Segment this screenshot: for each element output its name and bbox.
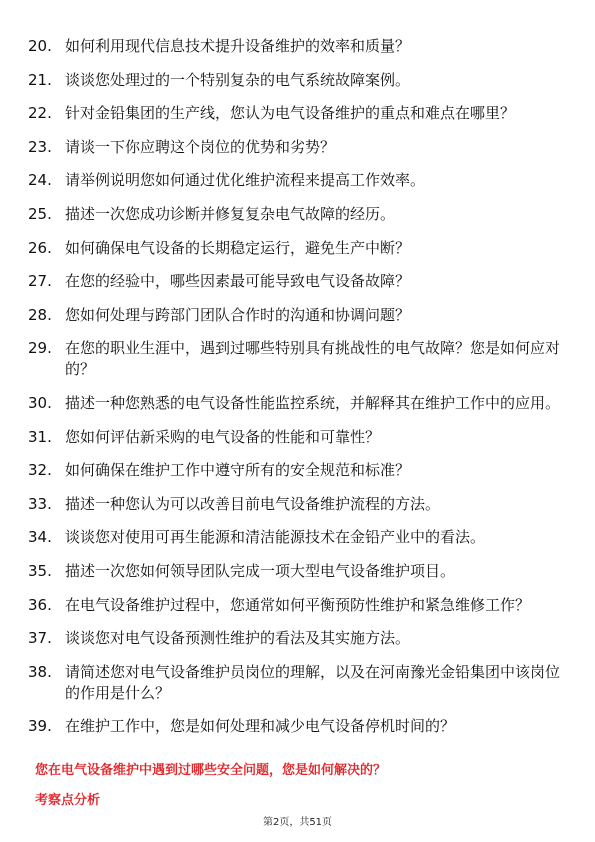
question-text: 描述一种您熟悉的电气设备性能监控系统，并解释其在维护工作中的应用。 bbox=[65, 393, 561, 412]
question-text: 如何利用现代信息技术提升设备维护的效率和质量？ bbox=[65, 37, 411, 55]
question-number: 23. bbox=[28, 137, 52, 156]
question-text: 在您的经验中，哪些因素最可能导致电气设备故障？ bbox=[65, 272, 411, 291]
analysis-heading: 考察点分析 bbox=[35, 793, 101, 808]
question-item bbox=[28, 494, 563, 515]
question-number: 39. bbox=[28, 717, 52, 736]
question-text: 谈谈您对电气设备预测性维护的看法及其实施方法。 bbox=[65, 629, 411, 648]
question-number: 29. bbox=[28, 339, 52, 358]
question-number: 28. bbox=[28, 305, 52, 324]
question-number: 31. bbox=[28, 427, 52, 446]
question-item bbox=[28, 716, 563, 737]
question-text: 请谈一下你应聘这个岗位的优势和劣势？ bbox=[65, 137, 336, 156]
question-text: 谈谈您对使用可再生能源和清洁能源技术在金铅产业中的看法。 bbox=[65, 528, 486, 547]
question-item bbox=[28, 36, 563, 57]
question-text: 如何确保在维护工作中遵守所有的安全规范和标准？ bbox=[65, 461, 411, 480]
question-number: 35. bbox=[28, 561, 52, 580]
question-item bbox=[28, 393, 563, 414]
question-number: 20. bbox=[28, 37, 52, 55]
question-text: 针对金铅集团的生产线，您认为电气设备维护的重点和难点在哪里？ bbox=[65, 104, 516, 123]
highlighted-question: 您在电气设备维护中遇到过哪些安全问题，您是如何解决的？ bbox=[35, 763, 387, 778]
question-number: 32. bbox=[28, 461, 52, 480]
question-item bbox=[28, 305, 563, 326]
question-text: 在维护工作中，您是如何处理和减少电气设备停机时间的？ bbox=[65, 717, 456, 736]
question-text: 请简述您对电气设备维护员岗位的理解，以及在河南豫光金铅集团中该岗位的作用是什么？ bbox=[65, 662, 561, 702]
page-footer: 第2页，共51页 bbox=[262, 817, 333, 828]
question-item bbox=[28, 103, 563, 124]
question-number: 34. bbox=[28, 528, 52, 547]
question-text: 描述一次您成功诊断并修复复杂电气故障的经历。 bbox=[65, 204, 396, 223]
question-list bbox=[28, 36, 563, 750]
question-item bbox=[28, 204, 563, 225]
question-item bbox=[28, 137, 563, 158]
question-text: 您如何处理与跨部门团队合作时的沟通和协调问题？ bbox=[65, 305, 411, 324]
question-text: 请举例说明您如何通过优化维护流程来提高工作效率。 bbox=[65, 171, 426, 190]
question-number: 30. bbox=[28, 393, 52, 412]
question-item bbox=[28, 271, 563, 292]
question-number: 37. bbox=[28, 629, 52, 648]
question-text: 谈谈您处理过的一个特别复杂的电气系统故障案例。 bbox=[65, 70, 411, 89]
question-item bbox=[28, 662, 563, 704]
question-item bbox=[28, 527, 563, 548]
question-item bbox=[28, 170, 563, 191]
question-number: 24. bbox=[28, 171, 52, 190]
question-number: 21. bbox=[28, 70, 52, 89]
question-text: 描述一种您认为可以改善目前电气设备维护流程的方法。 bbox=[65, 494, 441, 513]
question-text: 您如何评估新采购的电气设备的性能和可靠性？ bbox=[65, 427, 381, 446]
question-text: 如何确保电气设备的长期稳定运行，避免生产中断？ bbox=[65, 238, 411, 257]
question-text: 在您的职业生涯中，遇到过哪些特别具有挑战性的电气故障？您是如何应对的？ bbox=[65, 339, 561, 379]
question-number: 33. bbox=[28, 494, 52, 513]
question-item bbox=[28, 338, 563, 380]
question-number: 27. bbox=[28, 272, 52, 291]
question-item bbox=[28, 595, 563, 616]
question-number: 22. bbox=[28, 104, 52, 123]
question-number: 25. bbox=[28, 204, 52, 223]
question-number: 36. bbox=[28, 595, 52, 614]
question-item bbox=[28, 561, 563, 582]
question-item bbox=[28, 238, 563, 259]
question-text: 描述一次您如何领导团队完成一项大型电气设备维护项目。 bbox=[65, 561, 456, 580]
question-number: 38. bbox=[28, 662, 52, 681]
question-item bbox=[28, 460, 563, 481]
question-item bbox=[28, 628, 563, 649]
question-number: 26. bbox=[28, 238, 52, 257]
question-item bbox=[28, 70, 563, 91]
question-text: 在电气设备维护过程中，您通常如何平衡预防性维护和紧急维修工作？ bbox=[65, 595, 531, 614]
question-item bbox=[28, 427, 563, 448]
